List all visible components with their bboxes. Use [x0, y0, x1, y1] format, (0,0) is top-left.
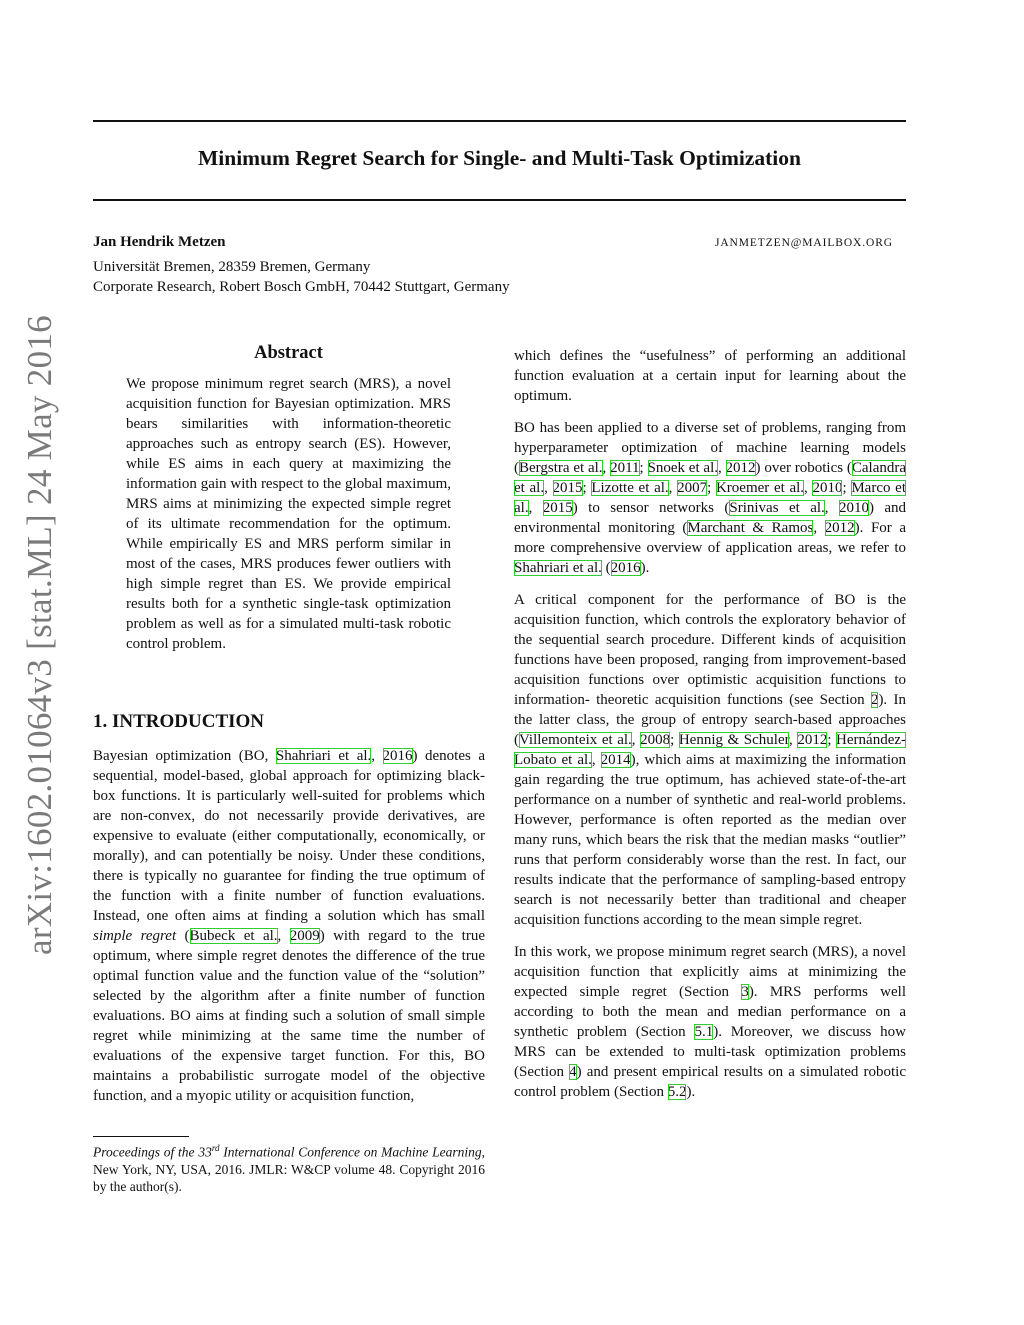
text-run: Proceedings of the: [93, 1144, 199, 1160]
citation-link[interactable]: Hennig & Schuler: [678, 732, 789, 748]
text-run: ). For a more comprehensive overview of application areas, we refer to: [514, 520, 906, 556]
text-run: ;: [639, 460, 648, 476]
citation-link[interactable]: Kroemer et al.: [715, 480, 805, 496]
citation-link[interactable]: Shahriari et al.: [514, 560, 602, 576]
citation-link[interactable]: Hernández-Lobato et al.: [514, 732, 907, 768]
text-run: ), which aims at maximizing the information gain regarding the true optimum, has achieved state-of-the-art performance on a number of synthetic and real-world problems. However, performance is often reported as the median over many runs, which bears the risk that the median masks “outlier” runs that perform considerably worse than the rest. In fact, our results indicate that the performance of sampling-based entropy search is not necessarily better than traditional and cheaper acquisition functions according to the mean simple regret.: [514, 752, 906, 928]
text-run: ,: [804, 480, 813, 496]
text-run: ) with regard to the true optimum, where simple regret denotes the difference of the true optimal function value and the function value of the “solution” selected by the algorithm after a finite number of function evaluations. BO aims at finding such a solution of small simple regret while minimizing at the same time the number of evaluations of the expensive target function. For this, BO maintains a probabilistic surrogate model of the objective function, and a myopic utility or acquisition function,: [93, 928, 485, 1104]
text-run: In this work, we propose minimum regret search (MRS), a novel acquisition function that explicitly aims at minimizing the expected simple regret (Section: [514, 944, 906, 1000]
citation-link[interactable]: Calandra et al.: [514, 460, 907, 496]
title-bottom-rule: [93, 199, 906, 201]
text-run: ) over robotics (: [755, 460, 852, 476]
citation-link[interactable]: 2010: [812, 480, 843, 496]
section-heading-introduction: 1. INTRODUCTION: [93, 711, 265, 732]
citation-link[interactable]: Shahriari et al.: [275, 748, 372, 764]
text-run: ). In the latter class, the group of entropy search-based approaches (: [514, 692, 906, 748]
footnote-rule: [93, 1136, 189, 1137]
text-run: International Conference on Machine Learning: [219, 1144, 482, 1160]
text-run: A critical component for the performance of BO is the acquisition function, which controls the exploratory behavior of the sequential search procedure. Different kinds of acquisition functions have been proposed, ranging from improvement-based acquisition functions over optimistic acquisition functions to information- theoretic acquisition functions (see Section: [514, 592, 906, 708]
text-run: (: [176, 928, 190, 944]
citation-link[interactable]: 2015: [542, 500, 573, 516]
citation-link[interactable]: 2016: [610, 560, 641, 576]
footnote: [93, 1140, 485, 1195]
citation-link[interactable]: 2012: [824, 520, 855, 536]
text-run: ;: [842, 480, 852, 496]
intro-paragraph: [93, 746, 485, 1106]
abstract-heading: Abstract: [254, 343, 323, 363]
right-paragraph-2: [514, 418, 906, 578]
citation-link[interactable]: 2016: [382, 748, 413, 764]
text-run: ,: [591, 752, 601, 768]
text-run: ,: [631, 732, 641, 748]
text-run: ;: [827, 732, 837, 748]
citation-link[interactable]: Lizotte et al.: [591, 480, 669, 496]
right-paragraph-1: which defines the “usefulness” of performing an additional function evaluation at a certain input for learning about the optimum.: [514, 348, 906, 404]
citation-link[interactable]: 2012: [797, 732, 828, 748]
arxiv-stamp: arXiv:1602.01064v3 [stat.ML] 24 May 2016: [20, 315, 59, 955]
right-paragraph-3: [514, 590, 906, 930]
citation-link[interactable]: Villemonteix et al.: [519, 732, 632, 748]
text-run: ,: [528, 500, 543, 516]
text-run: BO has been applied to a diverse set of problems, ranging from hyperparameter optimization of machine learning models (: [514, 420, 906, 476]
citation-link[interactable]: Marchant & Ramos: [687, 520, 814, 536]
citation-link[interactable]: 2009: [289, 928, 320, 944]
affiliation-1: Universität Bremen, 28359 Bremen, Germany: [93, 259, 371, 275]
citation-link[interactable]: 2015: [552, 480, 583, 496]
text-run: ) and environmental monitoring (: [514, 500, 907, 536]
right-paragraph-4: [514, 942, 906, 1102]
citation-link[interactable]: 2007: [677, 480, 708, 496]
abstract-text: We propose minimum regret search (MRS), a novel acquisition function for Bayesian optimization. MRS bears similarities with information-theoretic approaches such as entropy search (ES). However, while ES aims in each query at maximizing the information gain with respect to the global maximum, MRS aims at minimizing the expected simple regret of its ultimate recommendation for the optimum. While empirically ES and MRS perform similar in most of the cases, MRS produces fewer outliers with high simple regret than ES. We provide empirical results both for a synthetic single-task optimization problem as well as for a simulated multi-task robotic control problem.: [126, 376, 451, 652]
text-run: ;: [582, 480, 592, 496]
text-run: ) denotes a sequential, model-based, global approach for optimizing black-box functions. It is particularly well-suited for problems which are non-convex, do not necessarily provide derivatives, are expensive to evaluate (either computationally, economically, or morally), and can potentially be noisy. Under these conditions, there is typically no guarantee for finding the true optimum of the function with a finite number of function evaluations. Instead, one often aims at finding a solution which has small: [93, 748, 486, 924]
text-run: 33: [198, 1144, 212, 1160]
text-run: ,: [277, 928, 290, 944]
section-ref-link[interactable]: 4: [569, 1064, 577, 1080]
text-run: ,: [602, 460, 611, 476]
text-run: ,: [717, 460, 726, 476]
citation-link[interactable]: Bubeck et al.: [189, 928, 278, 944]
text-run: ).: [640, 560, 650, 576]
text-run: ;: [707, 480, 716, 496]
affiliation-2: Corporate Research, Robert Bosch GmbH, 70442 Stuttgart, Germany: [93, 279, 510, 295]
citation-link[interactable]: 2011: [610, 460, 640, 476]
author-name: Jan Hendrik Metzen: [93, 234, 226, 250]
section-ref-link[interactable]: 2: [870, 692, 879, 708]
text-run: ,: [371, 748, 383, 764]
text-run: ). MRS performs well according to both the mean and median performance on a synthetic problem (Section: [514, 984, 906, 1040]
author-email[interactable]: JANMETZEN@MAILBOX.ORG: [714, 237, 893, 249]
citation-link[interactable]: 2012: [725, 460, 756, 476]
citation-link[interactable]: 2014: [600, 752, 631, 768]
citation-link[interactable]: Srinivas et al.: [729, 500, 825, 516]
text-run: rd: [211, 1143, 220, 1153]
text-run: ).: [686, 1084, 696, 1100]
citation-link[interactable]: 2008: [640, 732, 671, 748]
text-run: ,: [544, 480, 553, 496]
section-ref-link[interactable]: 5.2: [667, 1084, 687, 1100]
text-run: ) to sensor networks (: [572, 500, 730, 516]
citation-link[interactable]: 2010: [838, 500, 869, 516]
text-run: ,: [789, 732, 798, 748]
text-run: ,: [824, 500, 839, 516]
section-ref-link[interactable]: 5.1: [694, 1024, 714, 1040]
citation-link[interactable]: Snoek et al.: [647, 460, 718, 476]
paper-title: Minimum Regret Search for Single- and Multi-Task Optimization: [197, 146, 801, 170]
citation-link[interactable]: Marco et al.: [514, 480, 907, 516]
text-run: (: [601, 560, 611, 576]
section-ref-link[interactable]: 3: [741, 984, 749, 1000]
text-run: ). Moreover, we discuss how MRS can be extended to multi-task optimization problems (Section: [514, 1024, 906, 1080]
text-run: Bayesian optimization (BO,: [93, 748, 276, 764]
text-run: , New York, NY, USA, 2016. JMLR: W&CP volume 48. Copyright 2016 by the author(s).: [93, 1144, 485, 1194]
text-run: ;: [670, 732, 679, 748]
intro-column: [93, 746, 485, 1118]
top-rule: [93, 120, 906, 122]
text-run: ) and present empirical results on a simulated robotic control problem (Section: [514, 1064, 906, 1100]
text-run: ,: [813, 520, 825, 536]
right-column: [514, 346, 906, 1114]
citation-link[interactable]: Bergstra et al.: [519, 460, 603, 476]
emphasis-term: simple regret: [93, 928, 177, 944]
text-run: ,: [668, 480, 678, 496]
